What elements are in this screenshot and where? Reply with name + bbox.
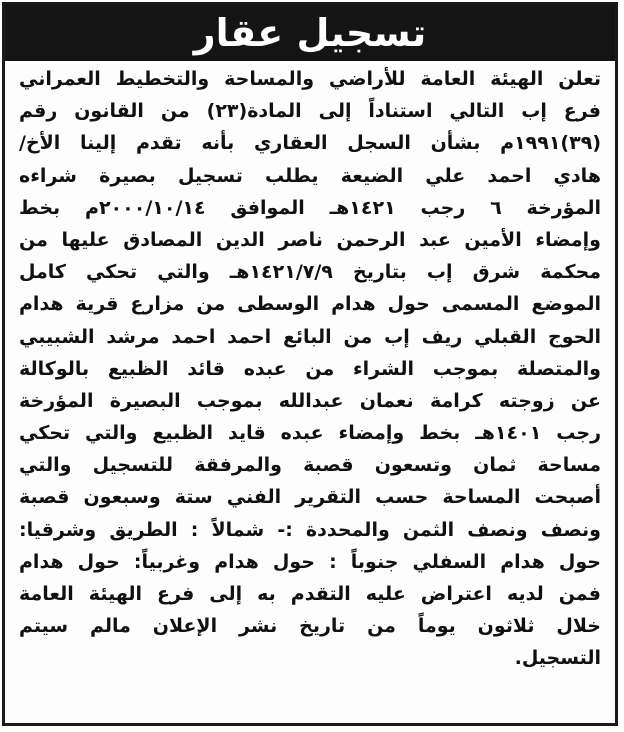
notice-line: عن زوجته كرامة نعمان عبدالله بموجب البصيرة المؤرخة (19, 389, 601, 412)
notice-line: الموضع المسمى حول هدام الوسطى من مزارع قرية هدام (19, 293, 601, 316)
notice-line: تعلن الهيئة العامة للأراضي والمساحة والتخطيط العمراني (19, 68, 601, 90)
notice-line: المؤرخة ٦ رجب ١٤٢١هـ الموافق ٢٠٠٠/١٠/١٤م بخط (19, 196, 601, 219)
title-bar (5, 5, 615, 61)
notice-title: تسجيل عقار (193, 11, 427, 55)
notice-line: محكمة شرق إب بتاريخ ١٤٢١/٧/٩هـ والتي تحكي كامل (19, 261, 601, 284)
notice-line: ونصف ونصف الثمن والمحددة :- شمالاً : الطريق وشرقيا: (19, 518, 601, 541)
notice-line: هادي احمد علي الضيعة يطلب تسجيل بصيرة شراءه (19, 164, 601, 187)
notice-line: والمتصلة بموجب الشراء من عبده قائد الظبيع بالوكالة (19, 357, 601, 380)
legal-notice (2, 2, 618, 726)
notice-line: الحوج القبلي ريف إب من البائع احمد احمد مرشد الشبيبي (19, 325, 601, 348)
notice-line: حول هدام السفلي جنوباً : حول هدام وغربياً: حول هدام (19, 550, 601, 573)
notice-line: مساحة ثمان وتسعون قصبة والمرفقة للتسجيل والتي (19, 454, 601, 477)
notice-line: وإمضاء الأمين عبد الرحمن ناصر الدين المصادق عليها من (19, 228, 601, 251)
notice-line: رجب ١٤٠١هـ بخط وإمضاء عبده قايد الظبيع والتي تحكي (19, 422, 601, 445)
notice-body (19, 63, 601, 675)
notice-line: فمن لديه اعتراض عليه التقدم به إلى فرع الهيئة العامة (19, 583, 601, 605)
notice-line: أصبحت المساحة حسب التقرير الفني ستة وسبعون قصبة (19, 486, 601, 509)
notice-line: (٣٩)١٩٩١م بشأن السجل العقاري بأنه تقدم إلينا الأخ/ (19, 132, 601, 155)
notice-line: خلال ثلاثون يوماً من تاريخ نشر الإعلان مالم سيتم (19, 615, 601, 638)
notice-line: التسجيل. (514, 647, 601, 670)
notice-line: فرع إب التالي استناداً إلى المادة(٢٣) من القانون رقم (19, 100, 601, 123)
